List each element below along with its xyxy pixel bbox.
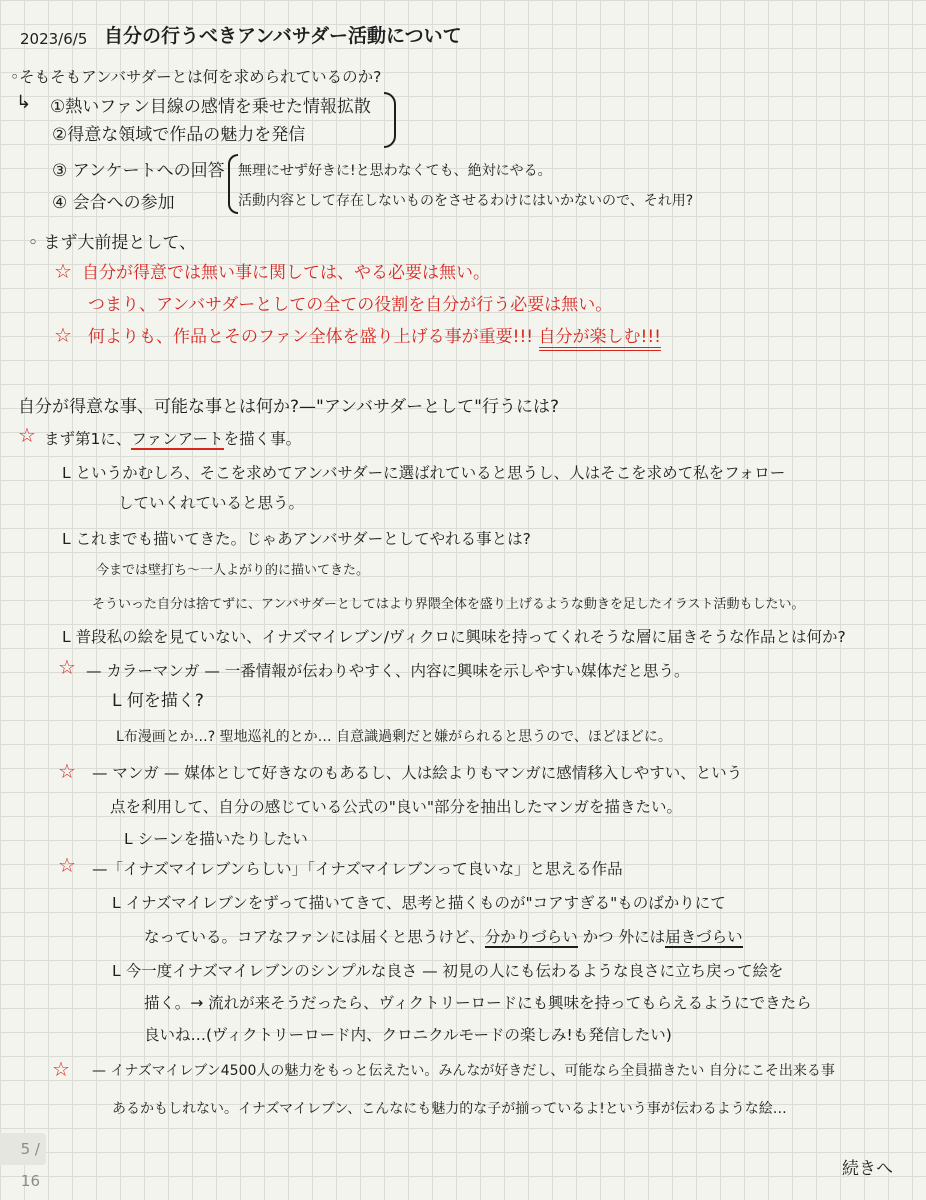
- line-19: — イナズマイレブン4500人の魅力をもっと伝えたい。みんなが好きだし、可能なら全員描きたい 自分にこそ出来る事: [92, 1063, 835, 1079]
- line-13: —「イナズマイレブンらしい」「イナズマイレブンって良いな」と思える作品: [92, 860, 623, 878]
- red-line-3: [88, 326, 661, 348]
- first-point: [44, 428, 301, 450]
- fanart-emphasis: ファンアート: [131, 430, 224, 448]
- continued-label: 続きへ: [842, 1159, 893, 1179]
- line-15: [144, 926, 743, 948]
- line-2: していくれていると思う。: [118, 494, 305, 512]
- line-10: — マンガ — 媒体として好きなのもあるし、人は絵よりもマンガに感情移入しやすい、という: [92, 764, 743, 782]
- premise-line: ◦ まず大前提として、: [28, 233, 197, 253]
- line-15-pre: なっている。コアなファンには届くと思うけど、: [144, 928, 485, 946]
- question-line: ◦そもそもアンバサダーとは何を求められているのか?: [10, 68, 382, 86]
- red-line-3-text: 何よりも、作品とそのファン全体を盛り上げる事が重要!!!: [88, 327, 534, 347]
- page-indicator[interactable]: 5 / 16: [0, 1133, 46, 1165]
- red-star-icon: ☆: [54, 323, 72, 347]
- note-title: 自分の行うべきアンバサダー活動について: [104, 25, 462, 47]
- section-heading: 自分が得意な事、可能な事とは何か?—"アンバサダーとして"行うには?: [18, 397, 559, 417]
- first-point-post: を描く事。: [223, 430, 302, 448]
- item-4: ④ 会合への参加: [52, 193, 175, 213]
- line-12: L シーンを描いたりしたい: [124, 830, 308, 848]
- line-3: L これまでも描いてきた。じゃあアンバサダーとしてやれる事とは?: [62, 530, 531, 548]
- item-3: ③ アンケートへの回答: [52, 161, 225, 181]
- line-11: 点を利用して、自分の感じている公式の"良い"部分を抽出したマンガを描きたい。: [110, 798, 682, 816]
- red-line-2: つまり、アンバサダーとしての全ての役割を自分が行う必要は無い。: [88, 295, 613, 315]
- red-star-icon: ☆: [58, 759, 76, 783]
- hard-to-understand-emphasis: 分かりづらい: [484, 928, 578, 946]
- line-14: L イナズマイレブンをずって描いてきて、思考と描くものが"コアすぎる"ものばかりにて: [112, 894, 726, 912]
- note-1: 無理にせず好きに!と思わなくても、絶対にやる。: [238, 163, 552, 179]
- line-6: L 普段私の絵を見ていない、イナズマイレブン/ヴィクロに興味を持ってくれそうな層に届きそうな作品とは何か?: [62, 628, 846, 646]
- red-line-1: 自分が得意では無い事に関しては、やる必要は無い。: [82, 263, 490, 283]
- line-4: 今までは壁打ち〜一人よがり的に描いてきた。: [96, 563, 370, 578]
- line-15-mid: かつ 外には: [577, 928, 666, 946]
- line-7: — カラーマンガ — 一番情報が伝わりやすく、内容に興味を示しやすい媒体だと思う。: [86, 662, 690, 680]
- line-9: L布漫画とか…? 聖地巡礼的とか… 自意識過剰だと嫌がられると思うので、ほどほどに。: [116, 729, 672, 745]
- red-star-icon: ☆: [18, 423, 36, 447]
- bracket-left: [228, 154, 238, 214]
- line-1: L というかむしろ、そこを求めてアンバサダーに選ばれていると思うし、人はそこを求めて私をフォロー: [62, 464, 786, 482]
- line-20: あるかもしれない。イナズマイレブン、こんなにも魅力的な子が揃っているよ!という事が伝わるような絵…: [112, 1101, 787, 1117]
- red-star-icon: ☆: [54, 259, 72, 283]
- line-5: そういった自分は捨てずに、アンバサダーとしてはより界隈全体を盛り上げるような動きを足したイラスト活動もしたい。: [92, 597, 805, 612]
- item-2: ②得意な領域で作品の魅力を発信: [52, 125, 306, 145]
- line-17: 描く。→ 流れが来そうだったら、ヴィクトリーロードにも興味を持ってもらえるようにできたら: [144, 994, 812, 1012]
- curved-arrow-icon: ↳: [16, 92, 32, 113]
- red-star-icon: ☆: [58, 655, 76, 679]
- red-star-icon: ☆: [58, 853, 76, 877]
- line-8: L 何を描く?: [112, 691, 204, 711]
- bracket-right: [384, 92, 396, 148]
- hard-to-reach-emphasis: 届きづらい: [665, 928, 743, 946]
- line-16: L 今一度イナズマイレブンのシンプルな良さ — 初見の人にも伝わるような良さに立ち戻って絵を: [112, 962, 784, 980]
- red-star-icon: ☆: [52, 1057, 70, 1081]
- note-date: 2023/6/5: [20, 30, 88, 48]
- note-2: 活動内容として存在しないものをさせるわけにはいかないので、それ用?: [238, 193, 694, 209]
- item-1: ①熱いファン目線の感情を乗せた情報拡散: [50, 97, 371, 117]
- first-point-pre: まず第1に、: [44, 430, 132, 448]
- line-18: 良いね…(ヴィクトリーロード内、クロニクルモードの楽しみ!も発信したい): [144, 1026, 672, 1044]
- enjoy-emphasis: 自分が楽しむ!!!: [539, 327, 661, 351]
